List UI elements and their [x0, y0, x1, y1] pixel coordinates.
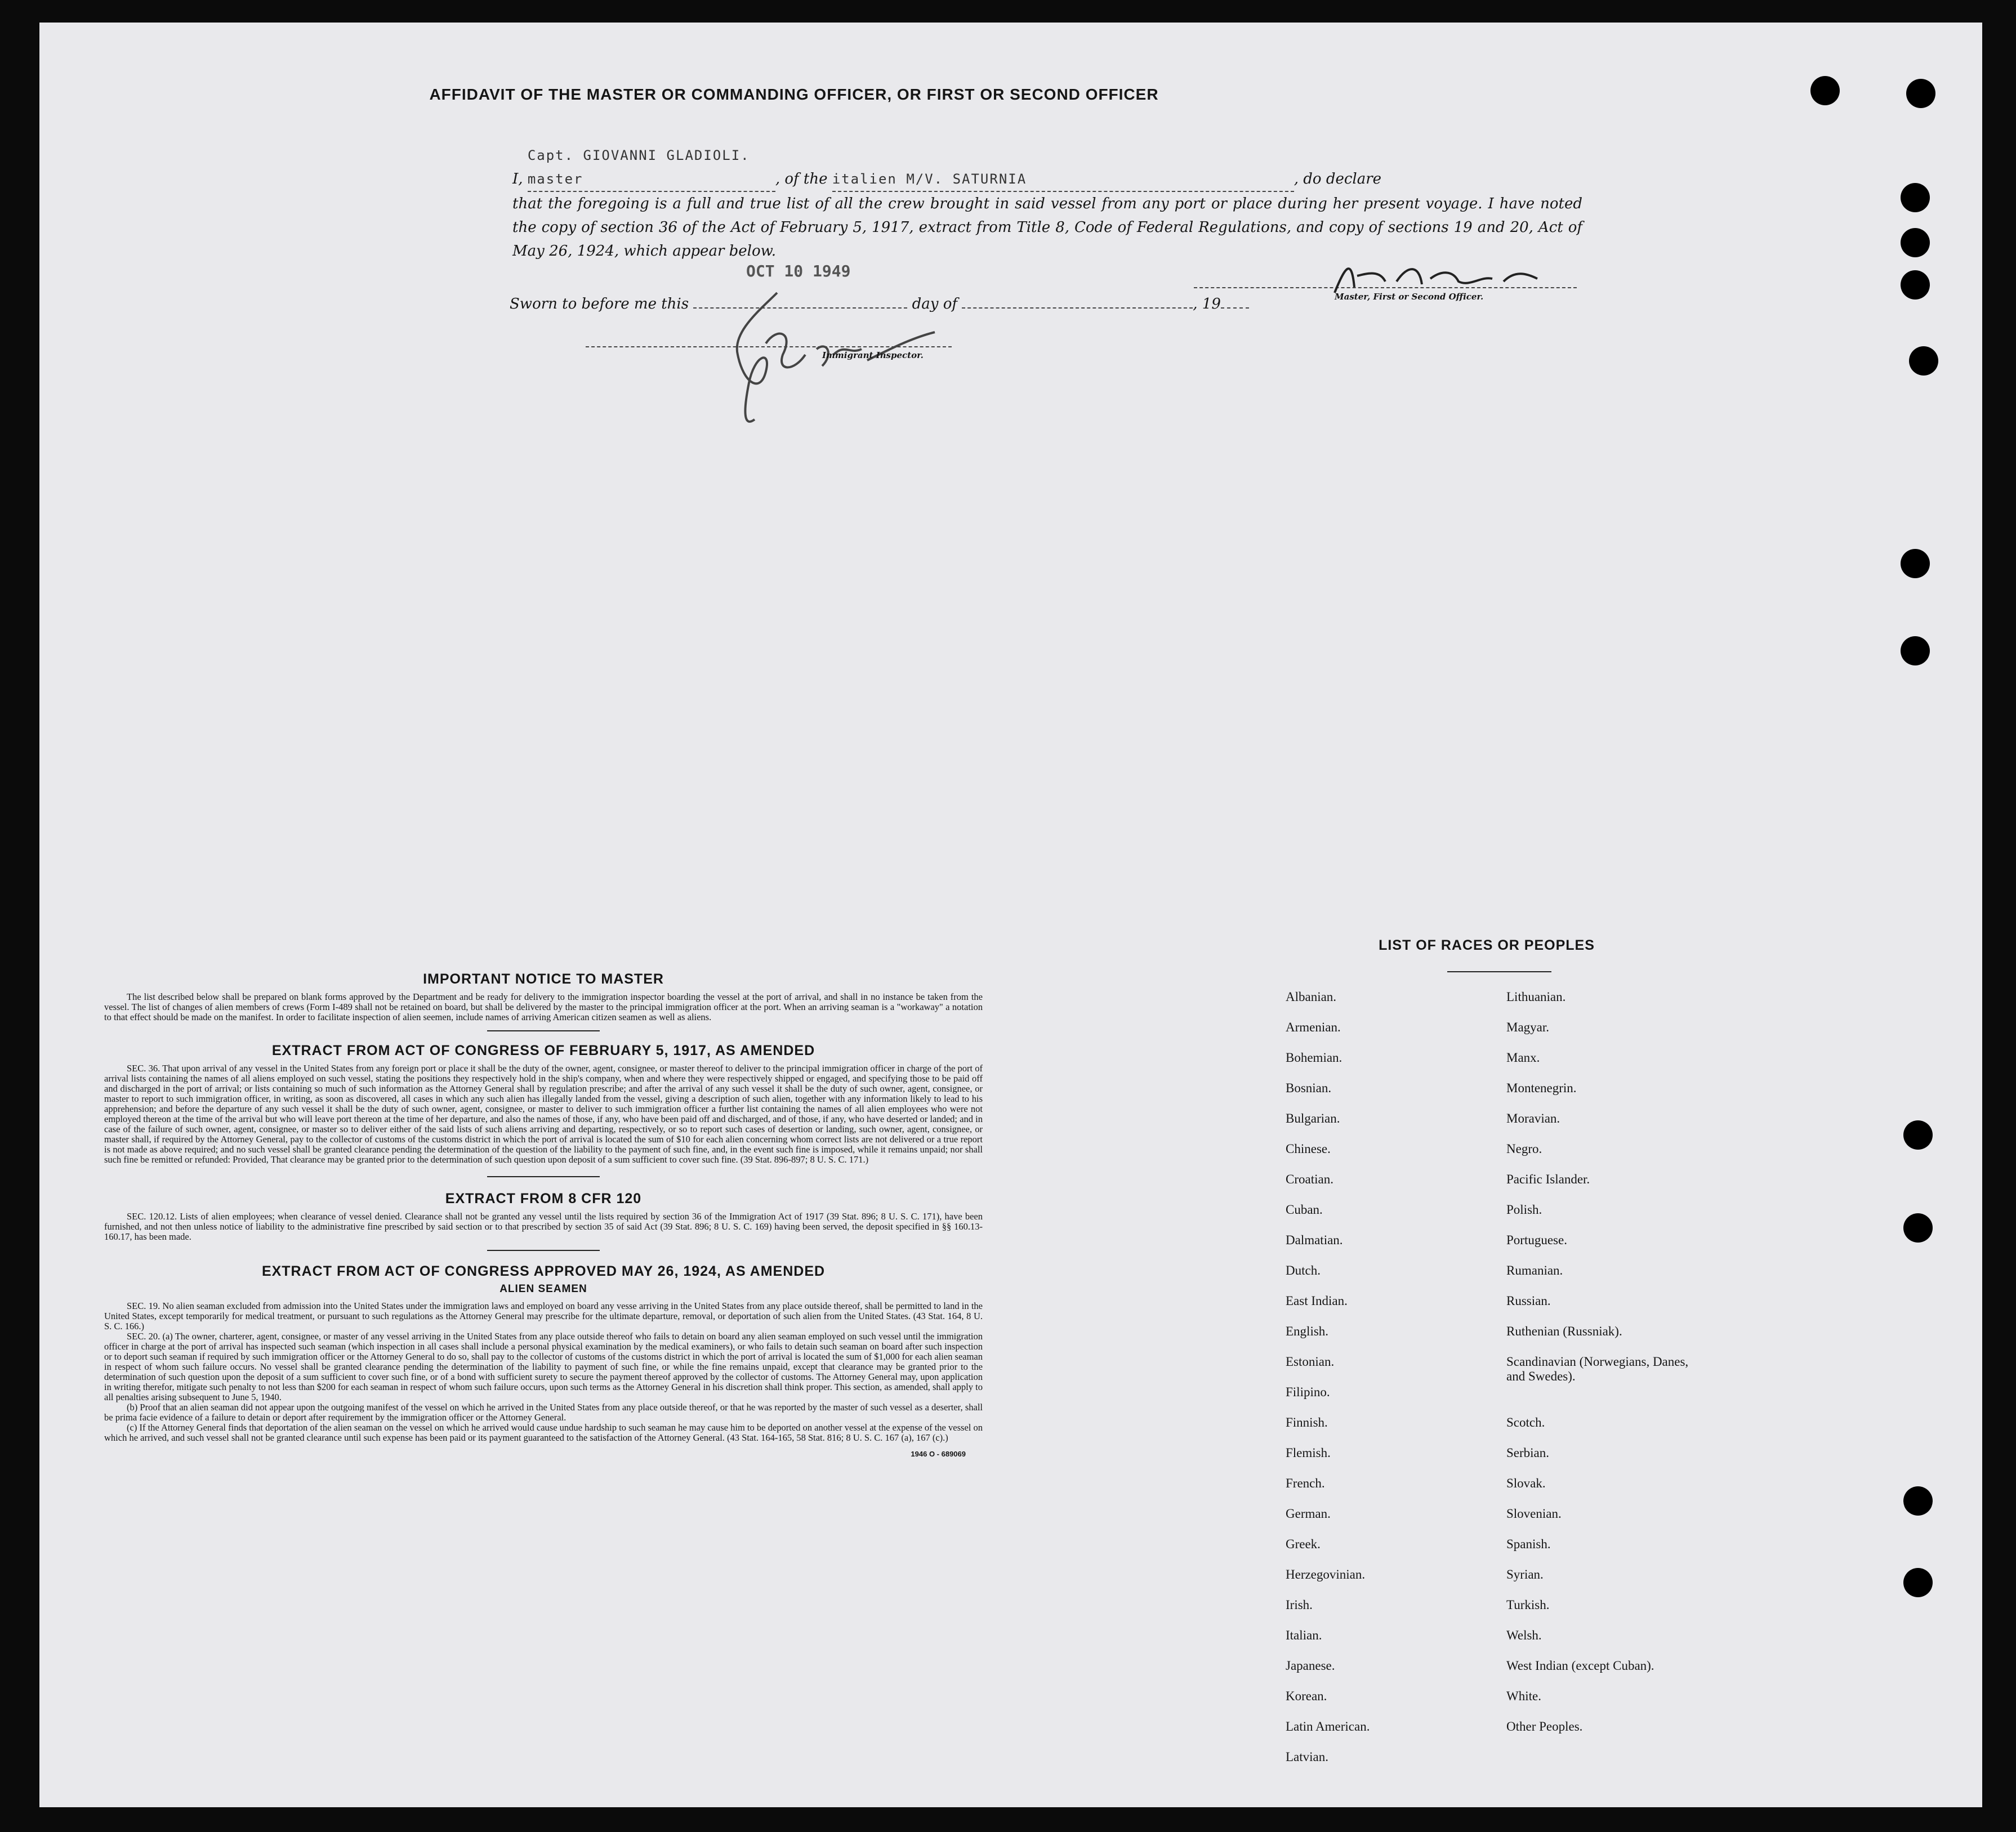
punch-hole — [1909, 346, 1938, 376]
notice-text: The list described below shall be prepared on blank forms approved by the Department and be ready for delivery to the immigration inspector boarding the vessel at the port of arrival, and shall in no instance be taken from the vessel. The list of changes of alien members of crews (Form I-489 shall not be retained on board, but shall be delivered by the master to the principal immigration officer at the port. When an arriving seaman is a "workaway" a notation to that effect should be made on the manifest. In order to facilitate inspection of alien seemen, include names of arriving American citizen seamen as well as aliens. — [104, 991, 983, 1022]
divider — [487, 1250, 600, 1251]
races-column-2 — [1506, 990, 1743, 1789]
race-item: Cuban. — [1286, 1203, 1323, 1217]
race-item: Syrian. — [1506, 1567, 1544, 1581]
race-item: Dalmatian. — [1286, 1233, 1343, 1247]
inspector-signature — [648, 287, 963, 434]
year-prefix: , 19 — [1193, 296, 1221, 312]
race-item: East Indian. — [1286, 1294, 1348, 1308]
race-item: Korean. — [1286, 1689, 1327, 1703]
race-item: English. — [1286, 1324, 1329, 1338]
race-item: Slovak. — [1506, 1476, 1546, 1490]
punch-hole — [1810, 76, 1840, 105]
sworn-label: Sworn to before me this — [510, 296, 689, 312]
inspector-signature-line — [586, 346, 952, 347]
race-item: Manx. — [1506, 1051, 1540, 1065]
race-item: Bosnian. — [1286, 1081, 1332, 1095]
race-item: White. — [1506, 1689, 1541, 1703]
notices-column — [104, 971, 983, 1458]
race-item: Turkish. — [1506, 1598, 1550, 1612]
extract-cfr-text: SEC. 120.12. Lists of alien employees; when clearance of vessel denied. Clearance shall not be granted any vessel until the lists required by section 36 of the Immigration Act of 1917 (39 Stat. 896; 8 U. S. C. 171), have been furnished, and not then unless notice of liability to the administrative fine prescribed by said section or to that prescribed by section 35 of said Act (39 Stat. 896; 8 U. S. C. 169) having been served, the deposit specified in §§ 160.13-160.17, has been made. — [104, 1211, 983, 1242]
race-item: Herzegovinian. — [1286, 1567, 1366, 1581]
punch-hole — [1901, 549, 1930, 578]
race-item: Pacific Islander. — [1506, 1172, 1590, 1186]
race-item: Bohemian. — [1286, 1051, 1342, 1065]
document-page — [39, 23, 1982, 1807]
race-item: Scotch. — [1506, 1415, 1545, 1429]
sec19-text: SEC. 19. No alien seaman excluded from admission into the United States under the immigration laws and employed on board any vesse arriving in the United States from any place outside thereof, shall be permitted to land in the United States, except temporarily for medical treatment, or pursuant to such regulations as the Attorney General may prescribe for the ultimate departure, removal, or deportation of such alien from the United States. (43 Stat. 164, 8 U. S. C. 166.) — [104, 1301, 983, 1331]
extract-cfr-title: EXTRACT FROM 8 CFR 120 — [445, 1191, 642, 1207]
extract-1924-title: EXTRACT FROM ACT OF CONGRESS APPROVED MAY 26, 1924, AS AMENDED — [261, 1263, 826, 1279]
i-label: I, — [512, 171, 523, 187]
race-item: Italian. — [1286, 1628, 1322, 1642]
race-item: Bulgarian. — [1286, 1111, 1340, 1125]
race-item: Ruthenian (Russniak). — [1506, 1324, 1622, 1338]
punch-hole — [1901, 183, 1930, 212]
race-item: Chinese. — [1286, 1142, 1331, 1156]
sec20a-text: SEC. 20. (a) The owner, charterer, agent, consignee, or master of any vessel arriving in the United States from any place outside thereof who fails to detain on board any alien seaman employed on such vessel until the immigration officer in charge at the port of arrival has inspected such seaman (which inspection in all cases shall include a personal physical examination by the medical examiners), or who fails to detain such seaman on board after such inspection or to deport such seaman if required by such immigration officer or the Attorney General to do so, shall pay to the collector of customs of the customs district in which the port of arrival is located the sum of $1,000 for each alien seaman in respect of whom such failure occurs. No vessel shall be granted clearance pending the determination of the liability to payment of such fine, or while the fine remains unpaid, except that clearance may be granted prior to the determination of such question upon the deposit of a sum sufficient to cover such fine, or of a bond with sufficient surety to secure the payment thereof approved by the collector of customs. The Attorney General may, upon application in writing therefor, mitigate such penalty to not less than $200 for each seaman in respect of whom such failure occurs, upon such terms as the Attorney General in his discretion shall think proper. This section, as amended, shall apply to all penalties arising subsequent to June 5, 1940. — [104, 1331, 983, 1402]
races-title: LIST OF RACES OR PEOPLES — [1379, 937, 1595, 953]
divider — [487, 1176, 600, 1177]
punch-hole — [1903, 1568, 1933, 1597]
race-item: Scandinavian (Norwegians, Danes, and Swedes). — [1506, 1355, 1689, 1383]
race-item: Finnish. — [1286, 1415, 1328, 1429]
race-item: Spanish. — [1506, 1537, 1551, 1551]
punch-hole — [1903, 1213, 1933, 1243]
races-divider — [1447, 971, 1551, 972]
of-the-label: , of the — [775, 171, 828, 187]
race-item: Croatian. — [1286, 1172, 1333, 1186]
print-code: 1946 O - 689069 — [911, 1450, 966, 1458]
race-item: Latvian. — [1286, 1750, 1328, 1764]
master-name-field: Capt. GIOVANNI GLADIOLI. master — [528, 144, 775, 192]
punch-hole — [1901, 228, 1930, 257]
date-stamp: OCT 10 1949 — [746, 262, 851, 280]
race-item: Rumanian. — [1506, 1263, 1563, 1277]
race-item: Serbian. — [1506, 1446, 1550, 1460]
affidavit-title: AFFIDAVIT OF THE MASTER OR COMMANDING OFFICER, OR FIRST OR SECOND OFFICER — [429, 86, 1159, 103]
race-item: Filipino. — [1286, 1385, 1330, 1399]
alien-seamen-subtitle: ALIEN SEAMEN — [499, 1283, 587, 1295]
race-item: Other Peoples. — [1506, 1719, 1583, 1733]
notice-title: IMPORTANT NOTICE TO MASTER — [423, 971, 664, 987]
extract-1917-text: SEC. 36. That upon arrival of any vessel in the United States from any foreign port or place it shall be the duty of the owner, agent, consignee, or master thereof to deliver to the principal immigration officer in charge of the port of arrival lists containing the names of all aliens employed on such vessel, stating the positions they respectively hold in the ship's company, when and where they were respectively shipped or engaged, and specifying those to be paid off and discharged in the port of arrival; or lists containing so much of such information as the Attorney General shall by regulation prescribe; and after the arrival of any such vessel it shall be the duty of such owner, agent, consignee, or master to report to such immigration officer, in writing, as soon as discovered, all cases in which any such alien has illegally landed from the vessel, giving a description of such alien, together with any information likely to lead to his apprehension; and before the departure of any such vessel it shall be the duty of such owner, agent, consignee, or master to deliver to such immigration officer a further list containing the names of all alien employees who were not employed thereon at the time of the arrival but who will leave port thereon at the time of her departure, and also the names of those, if any, who have been paid off and discharged, and of those, if any, who have deserted or landed; and in case of the failure of such owner, agent, consignee, or master so to deliver either of the said lists of such aliens arriving and departing, respectively, or so to report such cases of desertion or landing, such owner, agent, consignee, or master shall, if required by the Attorney General, pay to the collector of customs of the customs district in which the port of arrival is located the sum of $10 for each alien concerning whom correct lists are not delivered or a true report is not made as above required; and no such vessel shall be granted clearance pending the determination of the question of the liability to the payment of such fine, and, in the event such fine is imposed, while it remains unpaid; nor shall such fine be remitted or refunded: Provided, That clearance may be granted prior to the determination of such question upon deposit of a sum sufficient to cover such fine. (39 Stat. 896-897; 8 U. S. C. 171.) — [104, 1063, 983, 1165]
declaration-body: that the foregoing is a full and true list of all the crew brought in said vessel from any port or place during her present voyage. I have noted the copy of section 36 of the Act of February 5, 1917, extract from Title 8, Code of Federal Regulations, and copy of sections 19 and 20, Act of May 26, 1924, which appear below. — [512, 195, 1582, 260]
race-item: Moravian. — [1506, 1111, 1560, 1125]
sec20b-text: (b) Proof that an alien seaman did not appear upon the outgoing manifest of the vessel on which he arrived in the United States from any place outside thereof, or that he was reported by the master of such vessel as a deserter, shall be prima facie evidence of a failure to detain or deport after requirement by the immigration officer or the Attorney General. — [104, 1402, 983, 1423]
race-item: Magyar. — [1506, 1020, 1550, 1034]
race-item: French. — [1286, 1476, 1325, 1490]
race-item: German. — [1286, 1507, 1331, 1521]
punch-hole — [1906, 79, 1935, 108]
race-item: Russian. — [1506, 1294, 1551, 1308]
race-item: Estonian. — [1286, 1355, 1335, 1369]
punch-hole — [1903, 1120, 1933, 1150]
races-column-1 — [1286, 990, 1500, 1789]
sec20c-text: (c) If the Attorney General finds that deportation of the alien seaman on the vessel on which he arrived would cause undue hardship to such seaman he may cause him to be deported on another vessel at the expense of the vessel on which he arrived, and such vessel shall not be granted clearance until such expense has been paid or its payment guaranteed to the satisfaction of the Attorney General. (43 Stat. 164-165, 58 Stat. 816; 8 U. S. C. 167 (a), 167 (c).) — [104, 1422, 983, 1443]
day-of-label: day of — [912, 296, 957, 312]
race-item: Lithuanian. — [1506, 990, 1566, 1004]
race-item: Flemish. — [1286, 1446, 1331, 1460]
declaration-paragraph — [512, 144, 1582, 263]
race-item: Japanese. — [1286, 1659, 1335, 1673]
race-item: Slovenian. — [1506, 1507, 1562, 1521]
race-item: Albanian. — [1286, 990, 1337, 1004]
race-item: West Indian (except Cuban). — [1506, 1659, 1654, 1673]
race-item: Montenegrin. — [1506, 1081, 1577, 1095]
race-item: Greek. — [1286, 1537, 1321, 1551]
race-item: Armenian. — [1286, 1020, 1341, 1034]
do-declare-label: , do declare — [1294, 171, 1382, 187]
inspector-caption: Immigrant Inspector. — [822, 350, 924, 360]
race-item: Polish. — [1506, 1203, 1542, 1217]
punch-hole — [1901, 270, 1930, 300]
vessel-name-field: italien M/V. SATURNIA — [832, 167, 1294, 192]
race-item: Negro. — [1506, 1142, 1542, 1156]
extract-1917-title: EXTRACT FROM ACT OF CONGRESS OF FEBRUARY 5, 1917, AS AMENDED — [271, 1043, 815, 1058]
punch-hole — [1903, 1486, 1933, 1516]
punch-hole — [1901, 636, 1930, 665]
race-item: Portuguese. — [1506, 1233, 1567, 1247]
master-signature-caption: Master, First or Second Officer. — [1335, 292, 1484, 302]
race-item: Irish. — [1286, 1598, 1313, 1612]
race-item: Welsh. — [1506, 1628, 1542, 1642]
divider — [487, 1030, 600, 1031]
race-item: Latin American. — [1286, 1719, 1370, 1733]
race-item: Dutch. — [1286, 1263, 1321, 1277]
